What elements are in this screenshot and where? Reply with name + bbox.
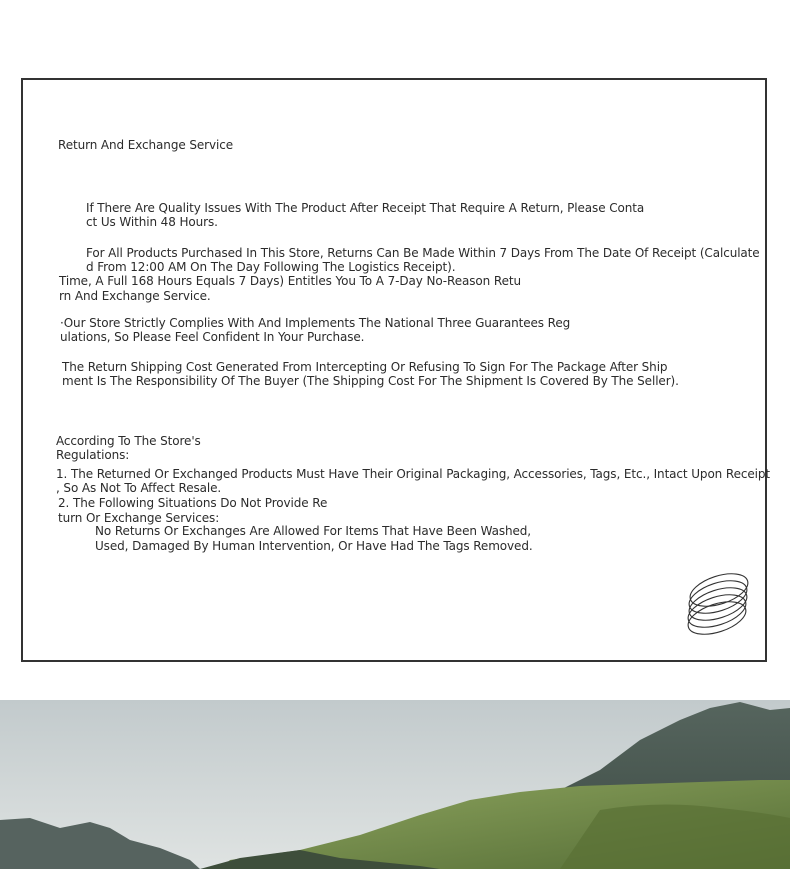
paragraph-seven-day-return-cont: Time, A Full 168 Hours Equals 7 Days) Entitles You To A 7-Day No-Reason Retu [59,274,521,288]
paragraph-seven-day-return-cont: d From 12:00 AM On The Day Following The Logistics Receipt). [86,260,456,274]
ring-coil-icon [685,570,753,636]
rule-two-cont: turn Or Exchange Services: [58,511,220,525]
paragraph-shipping-cost: The Return Shipping Cost Generated From Intercepting Or Refusing To Sign For The Package After Ship [62,360,668,374]
paragraph-shipping-cost-cont: ment Is The Responsibility Of The Buyer (The Shipping Cost For The Shipment Is Covered By The Seller). [62,374,679,388]
paragraph-seven-day-return: For All Products Purchased In This Store, Returns Can Be Made Within 7 Days From The Date Of Receipt (Calculate [86,246,760,260]
rule-two-detail-cont: Used, Damaged By Human Intervention, Or Have Had The Tags Removed. [95,539,533,553]
rule-one-cont: , So As Not To Affect Resale. [56,481,222,495]
paragraph-seven-day-return-cont: rn And Exchange Service. [59,289,211,303]
regulations-heading-cont: Regulations: [56,448,130,462]
paragraph-three-guarantees-cont: ulations, So Please Feel Confident In Your Purchase. [60,330,365,344]
rule-one: 1. The Returned Or Exchanged Products Must Have Their Original Packaging, Accessories, Tags, Etc., Intact Upon Receipt [56,467,771,481]
mountain-landscape-image [0,700,790,869]
rule-two: 2. The Following Situations Do Not Provide Re [58,496,328,510]
paragraph-three-guarantees: ·Our Store Strictly Complies With And Implements The National Three Guarantees Reg [60,316,571,330]
policy-title: Return And Exchange Service [58,138,233,152]
paragraph-quality-issues: If There Are Quality Issues With The Product After Receipt That Require A Return, Please Conta [86,201,645,215]
regulations-heading: According To The Store's [56,434,201,448]
paragraph-quality-issues-cont: ct Us Within 48 Hours. [86,215,218,229]
rule-two-detail: No Returns Or Exchanges Are Allowed For Items That Have Been Washed, [95,524,532,538]
